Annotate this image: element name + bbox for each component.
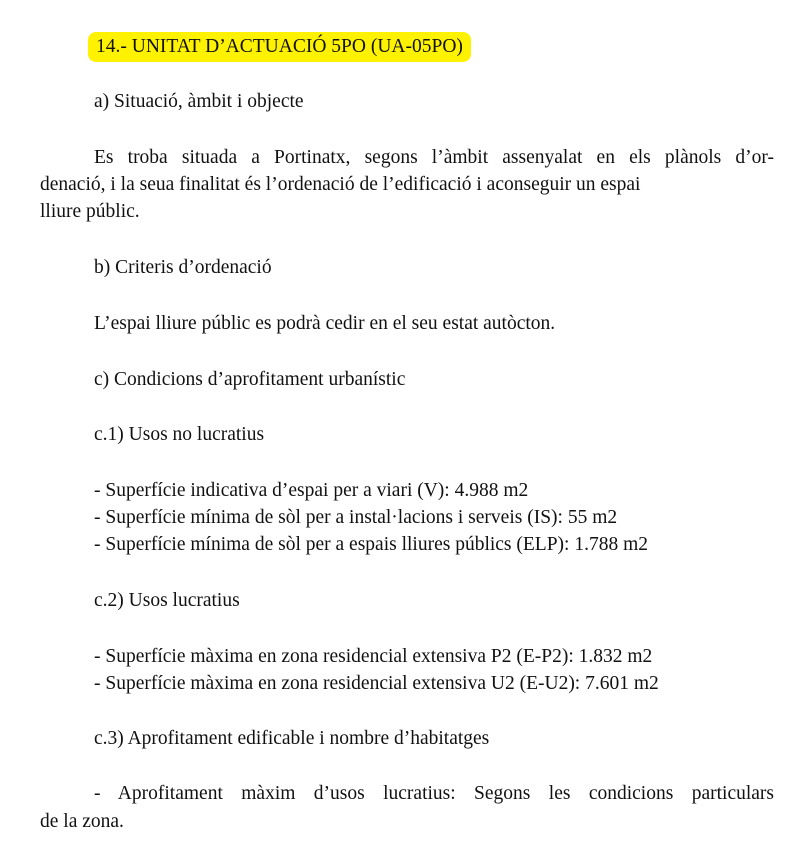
heading-c2: c.2) Usos lucratius	[94, 590, 240, 611]
paragraph-a-line-3: lliure públic.	[40, 201, 140, 222]
heading-c: c) Condicions d’aprofitament urbanístic	[94, 369, 406, 390]
paragraph-b: L’espai lliure públic es podrà cedir en el seu estat autòcton.	[94, 313, 556, 334]
paragraph-a-line-2	[40, 171, 774, 198]
list-item: - Superfície màxima en zona residencial extensiva U2 (E-U2): 7.601 m2	[94, 673, 659, 694]
heading-c3: c.3) Aprofitament edificable i nombre d’habitatges	[94, 728, 490, 749]
paragraph-a-line-2-text: denació, i la seua finalitat és l’ordenació de l’edificació i aconseguir un espai	[40, 174, 641, 195]
list-item: - Superfície màxima en zona residencial extensiva P2 (E-P2): 1.832 m2	[94, 646, 653, 667]
paragraph-c3-line-1-text: - Aprofitament màxim d’usos lucratius: Segons les condicions particulars	[94, 783, 774, 804]
list-item: - Superfície indicativa d’espai per a viari (V): 4.988 m2	[94, 480, 529, 501]
paragraph-a-line-1	[94, 144, 774, 171]
list-item: - Superfície mínima de sòl per a instal·lacions i serveis (IS): 55 m2	[94, 507, 618, 528]
heading-a: a) Situació, àmbit i objecte	[94, 91, 304, 112]
section-title-highlight	[88, 32, 471, 62]
list-item: - Superfície mínima de sòl per a espais lliures públics (ELP): 1.788 m2	[94, 534, 649, 555]
paragraph-c3-line-1	[94, 780, 774, 807]
paragraph-a-line-1-text: Es troba situada a Portinatx, segons l’àmbit assenyalat en els plànols d’or-	[94, 147, 774, 168]
heading-b: b) Criteris d’ordenació	[94, 257, 272, 278]
heading-c1: c.1) Usos no lucratius	[94, 424, 265, 445]
section-title: 14.- UNITAT D’ACTUACIÓ 5PO (UA-05PO)	[96, 36, 463, 57]
paragraph-c3-line-2: de la zona.	[40, 811, 124, 832]
